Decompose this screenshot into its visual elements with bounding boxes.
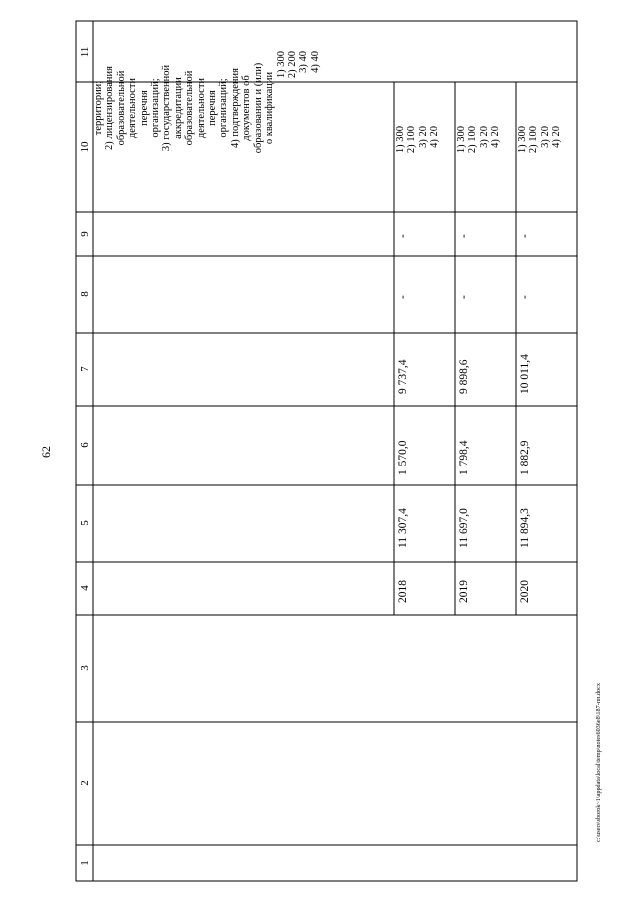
target-item: 4) 20 [551, 126, 563, 148]
description-line: 3) 40 [298, 51, 310, 73]
target-item: 4) 20 [490, 126, 502, 148]
col8-cell: - [458, 295, 470, 299]
col7-cell: 9 737,4 [397, 359, 409, 394]
target-item: 2) 100 [528, 126, 540, 154]
description-line: территории; [93, 80, 104, 136]
col5-cell: 11 894,3 [519, 508, 531, 548]
target-item: 3) 20 [478, 126, 490, 148]
col9-cell: - [458, 234, 470, 238]
year-cell: 2018 [397, 580, 409, 603]
description-line: деятельности [127, 77, 139, 139]
description-line: аккредитации [172, 77, 184, 139]
target-item: 1) 300 [517, 126, 528, 154]
col9-cell: - [397, 234, 409, 238]
description-line: перечня [138, 90, 150, 126]
column-10-description [93, 13, 321, 203]
col6-cell: 1 882,9 [519, 440, 531, 475]
description-line: образовательной [184, 70, 196, 146]
col9-cell: - [519, 234, 531, 238]
column-header-9: 9 [79, 231, 91, 237]
column-header-4: 4 [79, 585, 91, 591]
target-item: 4) 20 [429, 126, 441, 148]
target-item: 2) 100 [406, 126, 418, 154]
year-cell: 2019 [458, 580, 470, 603]
column-header-5: 5 [79, 520, 91, 526]
col7-cell: 10 011,4 [519, 354, 531, 394]
column-header-3: 3 [79, 665, 91, 671]
targets-cell [395, 126, 441, 178]
column-header-1: 1 [79, 860, 91, 866]
target-item: 3) 20 [417, 126, 429, 148]
col7-cell: 9 898,6 [458, 359, 470, 394]
col8-cell: - [519, 295, 531, 299]
description-line: образовательной [115, 70, 127, 146]
description-line: 4) 40 [309, 51, 321, 73]
description-line: 4) подтверждения [229, 68, 241, 149]
column-header-8: 8 [79, 291, 91, 297]
col6-cell: 1 798,4 [458, 440, 470, 475]
col6-cell: 1 570,0 [397, 440, 409, 475]
description-line: о квалификации [264, 71, 276, 145]
target-item: 2) 100 [467, 126, 479, 154]
description-line: образовании и (или) [252, 62, 264, 154]
target-item: 3) 20 [539, 126, 551, 148]
description-line: 1) 300 [275, 51, 287, 79]
description-line: 3) государственной [161, 64, 173, 152]
target-item: 1) 300 [456, 126, 467, 154]
target-item: 1) 300 [395, 126, 406, 154]
description-line: 2) 200 [286, 51, 298, 79]
description-line: деятельности [195, 77, 207, 139]
column-header-10: 10 [79, 141, 91, 153]
description-line: организаций; [218, 78, 230, 138]
targets-cell [456, 126, 502, 178]
column-header-11: 11 [79, 46, 91, 58]
description-line: организаций; [150, 78, 162, 138]
targets-cell [517, 126, 563, 178]
description-line: 2) лицензирования [104, 66, 116, 150]
column-header-7: 7 [79, 366, 91, 372]
footer-file-path: c:\users\sborok~1\appdata\local\temp\notes6036e8\187-пп.docx [595, 683, 602, 842]
year-cell: 2020 [519, 580, 531, 603]
column-header-6: 6 [79, 442, 91, 448]
description-line: перечня [207, 90, 219, 126]
description-line: документов об [241, 75, 253, 141]
col8-cell: - [397, 295, 409, 299]
col5-cell: 11 697,0 [458, 508, 470, 548]
page-number: 62 [39, 446, 53, 458]
column-header-2: 2 [79, 780, 91, 786]
col5-cell: 11 307,4 [397, 508, 409, 548]
